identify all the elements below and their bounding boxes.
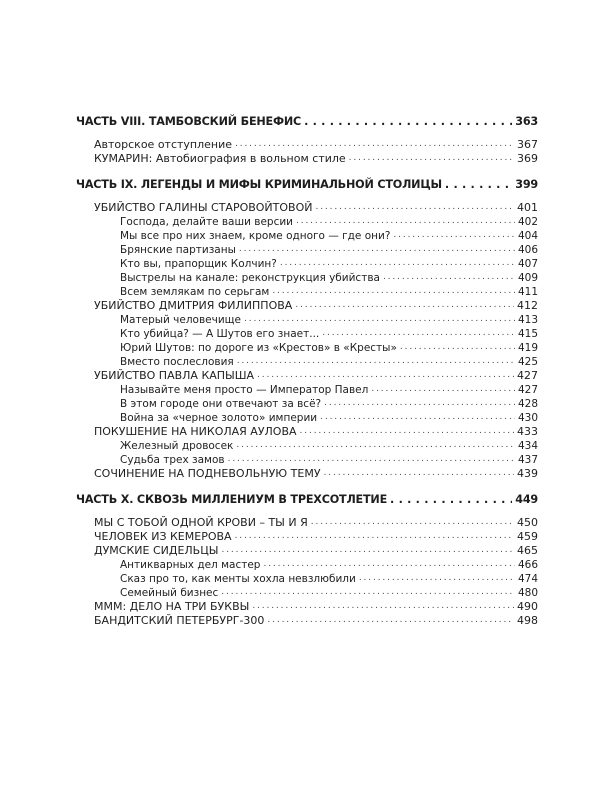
toc-title: Война за «черное золото» империи — [120, 411, 318, 424]
toc-title: Антикварных дел мастер — [120, 558, 261, 571]
dot-leader — [320, 410, 515, 421]
toc-title: БАНДИТСКИЙ ПЕТЕРБУРГ-300 — [94, 614, 265, 627]
toc-page-number: 407 — [517, 257, 538, 270]
toc-page-number: 401 — [517, 201, 538, 214]
toc-subentry[interactable] — [76, 571, 538, 585]
toc-subentry[interactable] — [76, 284, 538, 298]
toc-entry[interactable] — [76, 424, 538, 438]
toc-entry[interactable] — [76, 151, 538, 165]
toc-title: ДУМСКИЕ СИДЕЛЬЦЫ — [94, 544, 219, 557]
toc-page-number: 367 — [517, 138, 538, 151]
toc-subentry[interactable] — [76, 557, 538, 571]
toc-page-number: 430 — [517, 411, 538, 424]
toc-page-number: 437 — [517, 453, 538, 466]
dot-leader — [267, 613, 514, 624]
toc-title: КУМАРИН: Автобиография в вольном стиле — [94, 152, 346, 165]
toc-subentry[interactable] — [76, 214, 538, 228]
toc-page-number: 411 — [517, 285, 538, 298]
toc-page-number: 466 — [517, 558, 538, 571]
toc-title: Выстрелы на канале: реконструкция убийства — [120, 271, 380, 284]
dot-leader — [390, 492, 512, 503]
toc-entry[interactable] — [76, 613, 538, 627]
toc-page-number: 402 — [517, 215, 538, 228]
toc-page-number: 439 — [517, 467, 538, 480]
toc-title: Юрий Шутов: по дороге из «Крестов» в «Кресты» — [120, 341, 397, 354]
dot-leader — [315, 200, 514, 211]
toc-subentry[interactable] — [76, 354, 538, 368]
toc-subentry[interactable] — [76, 326, 538, 340]
toc-subentry[interactable] — [76, 270, 538, 284]
table-of-contents — [76, 114, 538, 627]
toc-subentry[interactable] — [76, 312, 538, 326]
toc-title: Железный дровосек — [120, 439, 234, 452]
toc-subentry[interactable] — [76, 256, 538, 270]
dot-leader — [393, 228, 515, 239]
dot-leader — [280, 256, 515, 267]
toc-part-heading[interactable] — [76, 492, 538, 508]
dot-leader — [445, 177, 512, 188]
toc-page-number: 406 — [517, 243, 538, 256]
dot-leader — [400, 340, 515, 351]
toc-title: УБИЙСТВО ПАВЛА КАПЫША — [94, 369, 255, 382]
toc-entry[interactable] — [76, 599, 538, 613]
dot-leader — [221, 543, 514, 554]
toc-title: ЧЕЛОВЕК ИЗ КЕМЕРОВА — [94, 530, 232, 543]
toc-entry[interactable] — [76, 200, 538, 214]
dot-leader — [324, 466, 514, 477]
toc-page-number: 434 — [517, 439, 538, 452]
toc-page-number: 415 — [517, 327, 538, 340]
toc-page-number: 490 — [517, 600, 538, 613]
toc-title: ЧАСТЬ VIII. ТАМБОВСКИЙ БЕНЕФИС — [76, 115, 302, 129]
toc-subentry[interactable] — [76, 228, 538, 242]
toc-page-number: 419 — [517, 341, 538, 354]
toc-title: Господа, делайте ваши версии — [120, 215, 293, 228]
toc-title: Матерый человечище — [120, 313, 242, 326]
dot-leader — [311, 515, 514, 526]
dot-leader — [349, 151, 514, 162]
toc-title: Всем землякам по серьгам — [120, 285, 270, 298]
toc-page-number: 450 — [517, 516, 538, 529]
toc-part-heading[interactable] — [76, 177, 538, 193]
dot-leader — [272, 284, 515, 295]
toc-page-number: 425 — [517, 355, 538, 368]
toc-page-number: 474 — [517, 572, 538, 585]
toc-subentry[interactable] — [76, 396, 538, 410]
dot-leader — [239, 242, 515, 253]
toc-subentry[interactable] — [76, 242, 538, 256]
toc-subentry[interactable] — [76, 438, 538, 452]
dot-leader — [296, 214, 515, 225]
toc-entry[interactable] — [76, 368, 538, 382]
toc-page-number: 363 — [515, 115, 538, 129]
toc-page-number: 412 — [517, 299, 538, 312]
toc-page-number: 449 — [515, 493, 538, 507]
toc-entry[interactable] — [76, 298, 538, 312]
toc-title: УБИЙСТВО ГАЛИНЫ СТАРОВОЙТОВОЙ — [94, 201, 313, 214]
toc-subentry[interactable] — [76, 452, 538, 466]
toc-entry[interactable] — [76, 466, 538, 480]
toc-title: ЧАСТЬ IX. ЛЕГЕНДЫ И МИФЫ КРИМИНАЛЬНОЙ СТОЛИЦЫ — [76, 178, 442, 192]
toc-entry[interactable] — [76, 529, 538, 543]
dot-leader — [235, 137, 514, 148]
dot-leader — [237, 354, 515, 365]
dot-leader — [263, 557, 514, 568]
toc-title: ПОКУШЕНИЕ НА НИКОЛАЯ АУЛОВА — [94, 425, 297, 438]
toc-page-number: 433 — [517, 425, 538, 438]
toc-title: Кто убийца? — А Шутов его знает... — [120, 327, 320, 340]
dot-leader — [244, 312, 515, 323]
toc-title: Называйте меня просто — Император Павел — [120, 383, 369, 396]
dot-leader — [235, 529, 514, 540]
toc-subentry[interactable] — [76, 585, 538, 599]
toc-title: Семейный бизнес — [120, 586, 219, 599]
toc-page-number: 427 — [517, 383, 538, 396]
toc-part-heading[interactable] — [76, 114, 538, 130]
toc-title: УБИЙСТВО ДМИТРИЯ ФИЛИППОВА — [94, 299, 293, 312]
toc-page-number: 399 — [515, 178, 538, 192]
dot-leader — [371, 382, 515, 393]
toc-title: Брянские партизаны — [120, 243, 236, 256]
dot-leader — [221, 585, 515, 596]
toc-page-number: 465 — [517, 544, 538, 557]
toc-page-number: 428 — [517, 397, 538, 410]
dot-leader — [257, 368, 514, 379]
toc-subentry[interactable] — [76, 382, 538, 396]
toc-page-number: 459 — [517, 530, 538, 543]
toc-page-number: 369 — [517, 152, 538, 165]
dot-leader — [236, 438, 515, 449]
toc-subentry[interactable] — [76, 410, 538, 424]
toc-title: В этом городе они отвечают за всё? — [120, 397, 322, 410]
toc-title: СОЧИНЕНИЕ НА ПОДНЕВОЛЬНУЮ ТЕМУ — [94, 467, 321, 480]
toc-page-number: 409 — [517, 271, 538, 284]
toc-title: Авторское отступление — [94, 138, 233, 151]
dot-leader — [322, 326, 515, 337]
toc-page-number: 413 — [517, 313, 538, 326]
toc-title: Судьба трех замов — [120, 453, 225, 466]
dot-leader — [228, 452, 515, 463]
dot-leader — [304, 114, 512, 125]
toc-title: Вместо послесловия — [120, 355, 234, 368]
toc-title: Кто вы, прапорщик Колчин? — [120, 257, 277, 270]
toc-entry[interactable] — [76, 137, 538, 151]
toc-subentry[interactable] — [76, 340, 538, 354]
dot-leader — [252, 599, 514, 610]
toc-title: МММ: ДЕЛО НА ТРИ БУКВЫ — [94, 600, 250, 613]
toc-title: Мы все про них знаем, кроме одного — где они? — [120, 229, 391, 242]
toc-page-number: 480 — [517, 586, 538, 599]
toc-title: ЧАСТЬ X. СКВОЗЬ МИЛЛЕНИУМ В ТРЕХСОТЛЕТИЕ — [76, 493, 388, 507]
toc-page-number: 404 — [517, 229, 538, 242]
toc-title: МЫ С ТОБОЙ ОДНОЙ КРОВИ – ТЫ И Я — [94, 516, 308, 529]
dot-leader — [359, 571, 515, 582]
toc-page-number: 427 — [517, 369, 538, 382]
toc-entry[interactable] — [76, 543, 538, 557]
dot-leader — [383, 270, 515, 281]
toc-entry[interactable] — [76, 515, 538, 529]
toc-title: Сказ про то, как менты хохла невзлюбили — [120, 572, 356, 585]
toc-page-number: 498 — [517, 614, 538, 627]
dot-leader — [324, 396, 515, 407]
dot-leader — [300, 424, 514, 435]
dot-leader — [295, 298, 514, 309]
